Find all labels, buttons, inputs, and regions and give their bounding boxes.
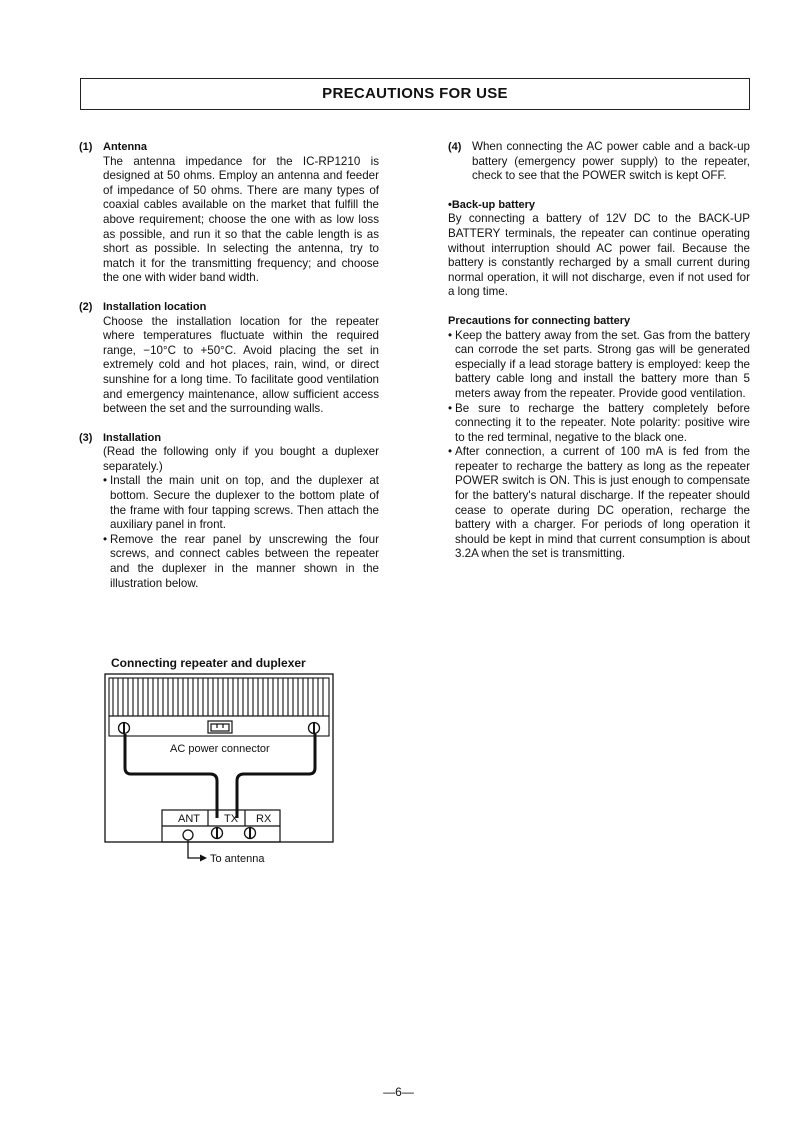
list-item: • After connection, a current of 100 mA is fed from the repeater to recharge the battery as long as the repeater POWER switch is ON. This is just enough to compensate for the battery's natural discharge. If the repeater should cease to operate during DC operation, recharge the battery with a charger. For periods of long operation it should be kept in mind that current consumption is about 3.2A when the set is transmitting. — [448, 445, 750, 561]
section-number: (2) — [79, 300, 93, 313]
tx-label: TX — [224, 813, 239, 825]
section-number: (4) — [448, 141, 462, 153]
list-item: • Keep the battery away from the set. Gas from the battery can corrode the set parts. Strong gas will be generated especially if a lead storage battery is employed: keep the battery cable long and install the battery more than 5 meters away from the repeater. Provide good ventilation. — [448, 328, 750, 400]
section-number: (1) — [79, 141, 93, 153]
section-antenna — [79, 140, 379, 286]
arrow-right-icon — [200, 855, 207, 862]
ac-power-label: AC power connector — [170, 743, 270, 755]
left-connector-icon — [119, 723, 130, 734]
section-text: By connecting a battery of 12V DC to the BACK-UP BATTERY terminals, the repeater can continue operating without interruption should AC power fail. Because the battery is constantly recharged by a small current during normal operation, it will not discharge, even if not used for a long time. — [448, 212, 750, 299]
section-intro: (Read the following only if you bought a duplexer separately.) — [103, 445, 379, 473]
ant-label: ANT — [178, 813, 200, 825]
list-item: • Be sure to recharge the battery completely before connecting it to the repeater. Note polarity: positive wire to the red terminal, negative to the black one. — [448, 401, 750, 444]
section-battery-precautions — [448, 314, 750, 562]
right-column — [448, 140, 750, 576]
bullet-icon: • — [103, 532, 108, 546]
ant-port-icon — [183, 830, 193, 840]
list-item: • Install the main unit on top, and the duplexer at bottom. Secure the duplexer to the bottom plate of the frame with four tapping screws. Then attach the auxiliary panel in front. — [103, 474, 379, 532]
page-number: —6— — [383, 1085, 414, 1099]
to-antenna-label: To antenna — [210, 853, 265, 865]
section-installation-location — [79, 300, 379, 417]
section-heading: Back-up battery — [451, 198, 535, 211]
diagram-title: Connecting repeater and duplexer — [111, 656, 306, 670]
rx-label: RX — [256, 813, 272, 825]
ac-power-connector-icon — [208, 721, 232, 733]
rx-port-icon — [245, 828, 256, 839]
list-item: • Remove the rear panel by unscrewing the four screws, and connect cables between the repeater and the duplexer in the manner shown in the illustration below. — [103, 532, 379, 590]
section-heading: Installation — [103, 431, 162, 444]
heatsink — [109, 678, 329, 716]
left-column — [79, 140, 379, 605]
right-connector-icon — [309, 723, 320, 734]
bullet-icon: • — [103, 474, 108, 488]
section-heading: Precautions for connecting battery — [448, 314, 631, 327]
section-text: When connecting the AC power cable and a back-up battery (emergency power supply) to the repeater, check to see that the POWER switch is kept OFF. — [472, 140, 750, 183]
repeater-unit — [105, 674, 333, 842]
bullet-icon: • — [448, 401, 453, 415]
antenna-lead — [188, 840, 200, 858]
section-number: (3) — [79, 431, 93, 444]
section-text: The antenna impedance for the IC-RP1210 is designed at 50 ohms. Employ an antenna and feeder of impedance of 50 ohms. There are many types of coaxial cables available on the market that fulfill the above requirement; choose the one with as low loss as possible, and run it so that the cable length is as short as possible. In selecting the antenna, try to match it for the transmitting frequency; and choose the one with wider band width. — [103, 154, 379, 285]
section-heading: Antenna — [103, 141, 147, 153]
bullet-icon: • — [448, 328, 453, 342]
connection-diagram — [100, 670, 340, 870]
bullet-icon: • — [448, 198, 452, 211]
section-text: Choose the installation location for the repeater where temperatures fluctuate within the required range, −10°C to +50°C. Avoid placing the set in extremely cold and hot places, rain, wind, or direct sunshine for a long time. To facilitate good ventilation and emergency maintenance, allow sufficient access between the set and the surrounding walls. — [103, 314, 379, 416]
tx-port-icon — [212, 828, 223, 839]
section-backup-battery — [448, 198, 750, 300]
section-heading: Installation location — [103, 300, 207, 313]
section-ac-power — [448, 140, 750, 184]
bullet-icon: • — [448, 445, 453, 459]
page-title — [80, 78, 750, 110]
section-installation — [79, 431, 379, 592]
page-title-text: PRECAUTIONS FOR USE — [322, 85, 508, 102]
